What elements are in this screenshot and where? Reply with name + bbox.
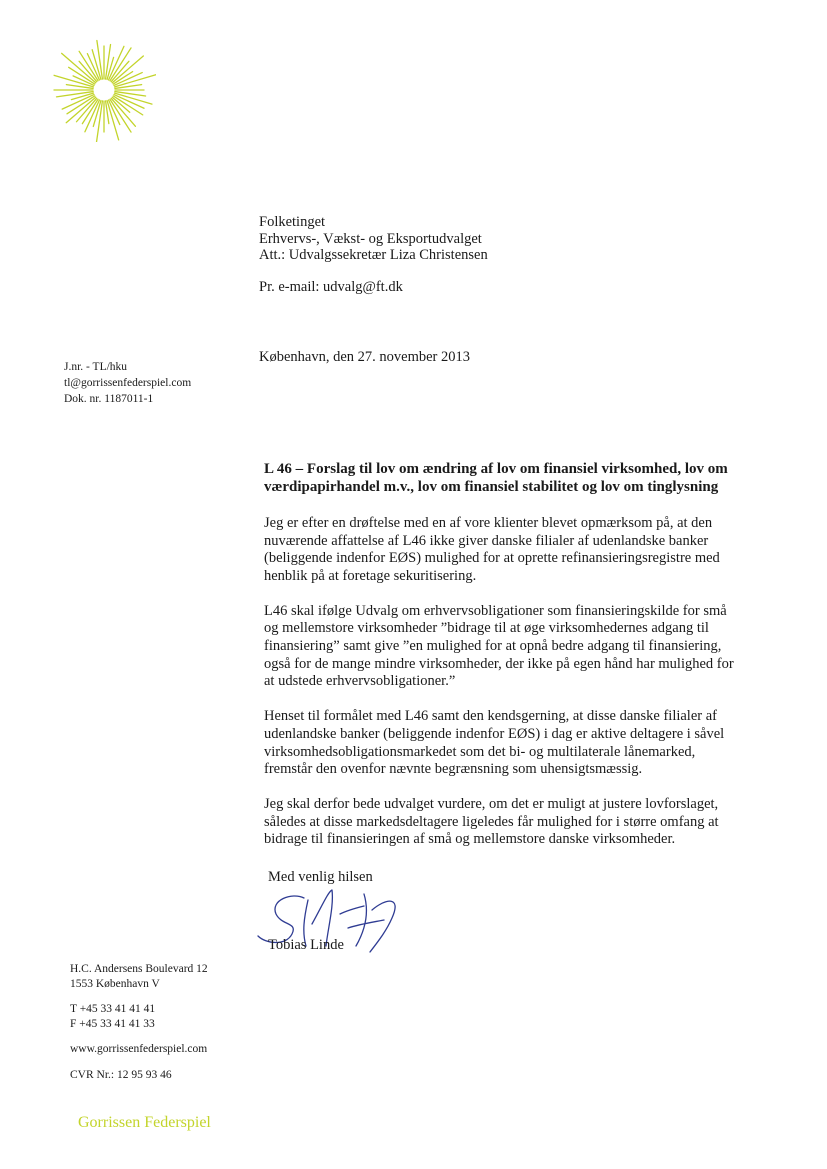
body-paragraph: L46 skal ifølge Udvalg om erhvervsobligationer som finansieringskilde for små og mellemstore virksomheder ”bidrage til at øge virksomhedernes adgang til finansiering” samt give ”en mulighed for at opnå bedre adgang til finansiering, også for de mange mindre virksomheder, der ikke på egen hånd har mulighed for at udstede erhvervsobligationer.” bbox=[264, 602, 734, 690]
letter-body bbox=[264, 515, 738, 867]
sender-email: tl@gorrissenfederspiel.com bbox=[64, 377, 192, 389]
signer-name: Tobias Linde bbox=[268, 937, 344, 953]
journal-number: J.nr. - TL/hku bbox=[64, 361, 128, 373]
phone-number: T +45 33 41 41 41 bbox=[70, 1003, 156, 1015]
recipient-line: Erhvervs-, Vækst- og Eksportudvalget bbox=[259, 230, 482, 247]
closing-salutation: Med venlig hilsen bbox=[268, 869, 373, 885]
recipient-line: Folketinget bbox=[259, 214, 326, 230]
address-line: 1553 København V bbox=[70, 977, 160, 990]
cvr-number: CVR Nr.: 12 95 93 46 bbox=[70, 1068, 172, 1081]
address-line: H.C. Andersens Boulevard 12 bbox=[70, 963, 208, 975]
recipient-email: Pr. e-mail: udvalg@ft.dk bbox=[259, 279, 403, 295]
website: www.gorrissenfederspiel.com bbox=[70, 1043, 208, 1055]
sunburst-icon bbox=[52, 38, 156, 142]
body-paragraph: Jeg skal derfor bede udvalget vurdere, om det er muligt at justere lovforslaget, således at disse markedsdeltagere ligeledes får mulighed for i større omfang at bidrage til finansieringen af små og mellemstore danske virksomheder. bbox=[264, 796, 719, 848]
brand-name: Gorrissen Federspiel bbox=[78, 1114, 211, 1131]
recipient-address bbox=[259, 214, 488, 264]
footer-contact bbox=[70, 962, 208, 1093]
dateline: København, den 27. november 2013 bbox=[259, 349, 471, 365]
letter-subject: L 46 – Forslag til lov om ændring af lov om finansiel virksomhed, lov om værdipapirhandel m.v., lov om finansiel stabilitet og lov om tinglysning bbox=[264, 461, 728, 495]
reference-block bbox=[64, 359, 191, 407]
body-paragraph: Henset til formålet med L46 samt den kendsgerning, at disse danske filialer af udenlandske banker (beliggende indenfor EØS) i dag er aktive deltagere i såvel virksomhedsobligationsmarkedet som det bi- og multilaterale lånemarked, fremstår den ovenfor nævnte begrænsning som uhensigtsmæssig. bbox=[264, 708, 725, 778]
fax-number: F +45 33 41 41 33 bbox=[70, 1017, 155, 1030]
body-paragraph: Jeg er efter en drøftelse med en af vore klienter blevet opmærksom på, at den nuværende affattelse af L46 ikke giver danske filialer af udenlandske banker (beliggende indenfor EØS) mulighed for at oprette refinansieringsregistre med henblik på at foretage sekuritisering. bbox=[264, 515, 720, 584]
recipient-line: Att.: Udvalgssekretær Liza Christensen bbox=[259, 247, 488, 263]
document-number: Dok. nr. 1187011-1 bbox=[64, 393, 154, 405]
